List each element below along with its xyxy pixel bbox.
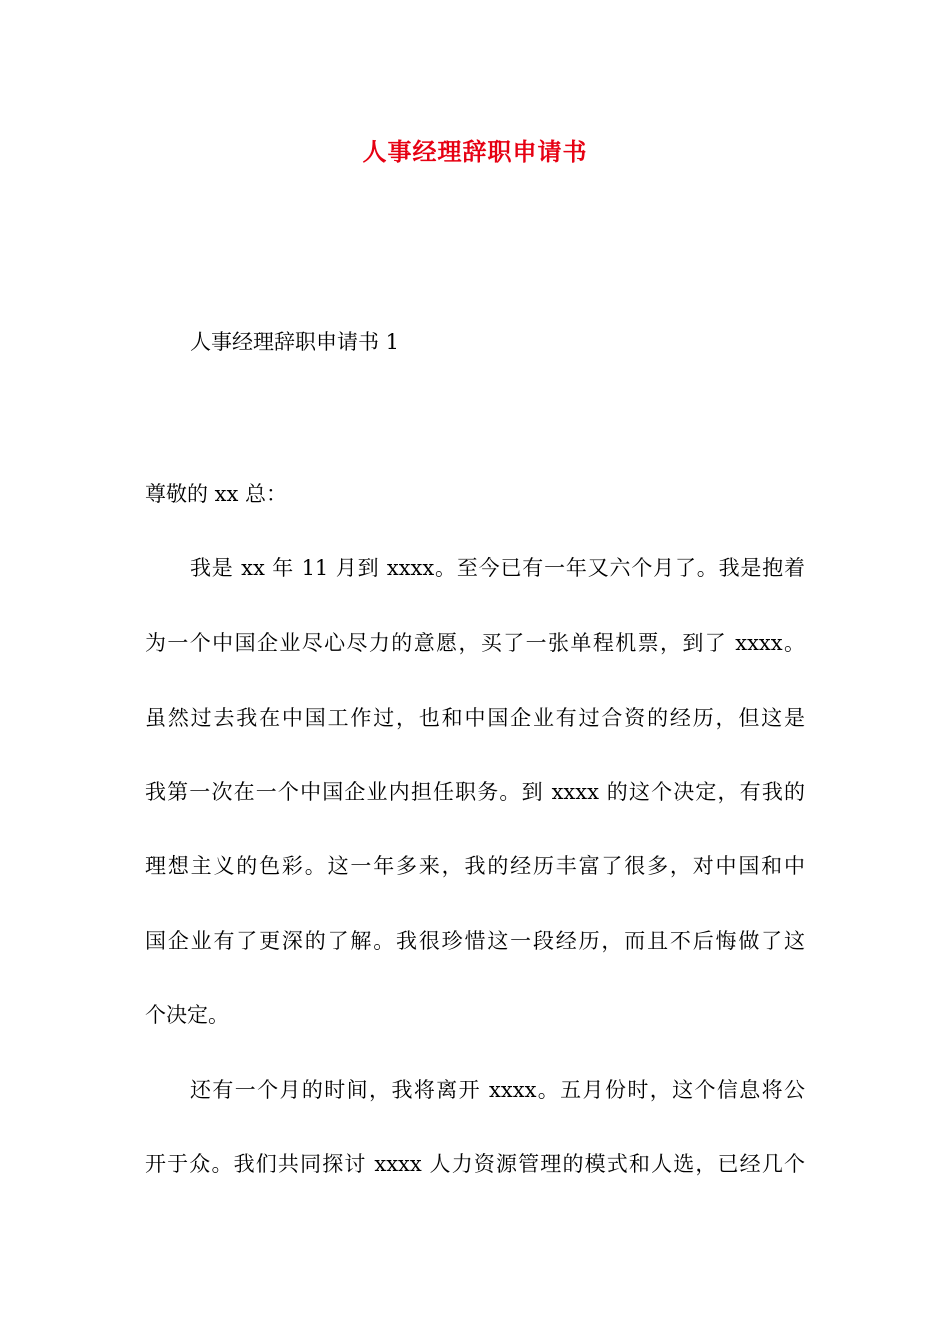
paragraph-line: 理想主义的色彩。这一年多来，我的经历丰富了很多，对中国和中	[145, 854, 805, 878]
paragraph-line: 我是 xx 年 11 月到 xxxx。至今已有一年又六个月了。我是抱着	[190, 556, 805, 580]
paragraph-line: 国企业有了更深的了解。我很珍惜这一段经历，而且不后悔做了这	[145, 929, 805, 953]
document-title: 人事经理辞职申请书	[362, 137, 588, 166]
paragraph-line: 开于众。我们共同探讨 xxxx 人力资源管理的模式和人选，已经几个	[145, 1152, 805, 1176]
paragraph-line: 虽然过去我在中国工作过，也和中国企业有过合资的经历，但这是	[145, 706, 805, 730]
section-heading: 人事经理辞职申请书 1	[190, 330, 400, 354]
paragraph-line: 我第一次在一个中国企业内担任职务。到 xxxx 的这个决定，有我的	[145, 780, 805, 804]
paragraph-line: 为一个中国企业尽心尽力的意愿，买了一张单程机票，到了 xxxx。	[145, 631, 805, 655]
paragraph-line: 个决定。	[145, 1003, 229, 1027]
paragraph-line: 还有一个月的时间，我将离开 xxxx。五月份时，这个信息将公	[190, 1078, 805, 1102]
letter-greeting: 尊敬的 xx 总：	[145, 482, 288, 506]
